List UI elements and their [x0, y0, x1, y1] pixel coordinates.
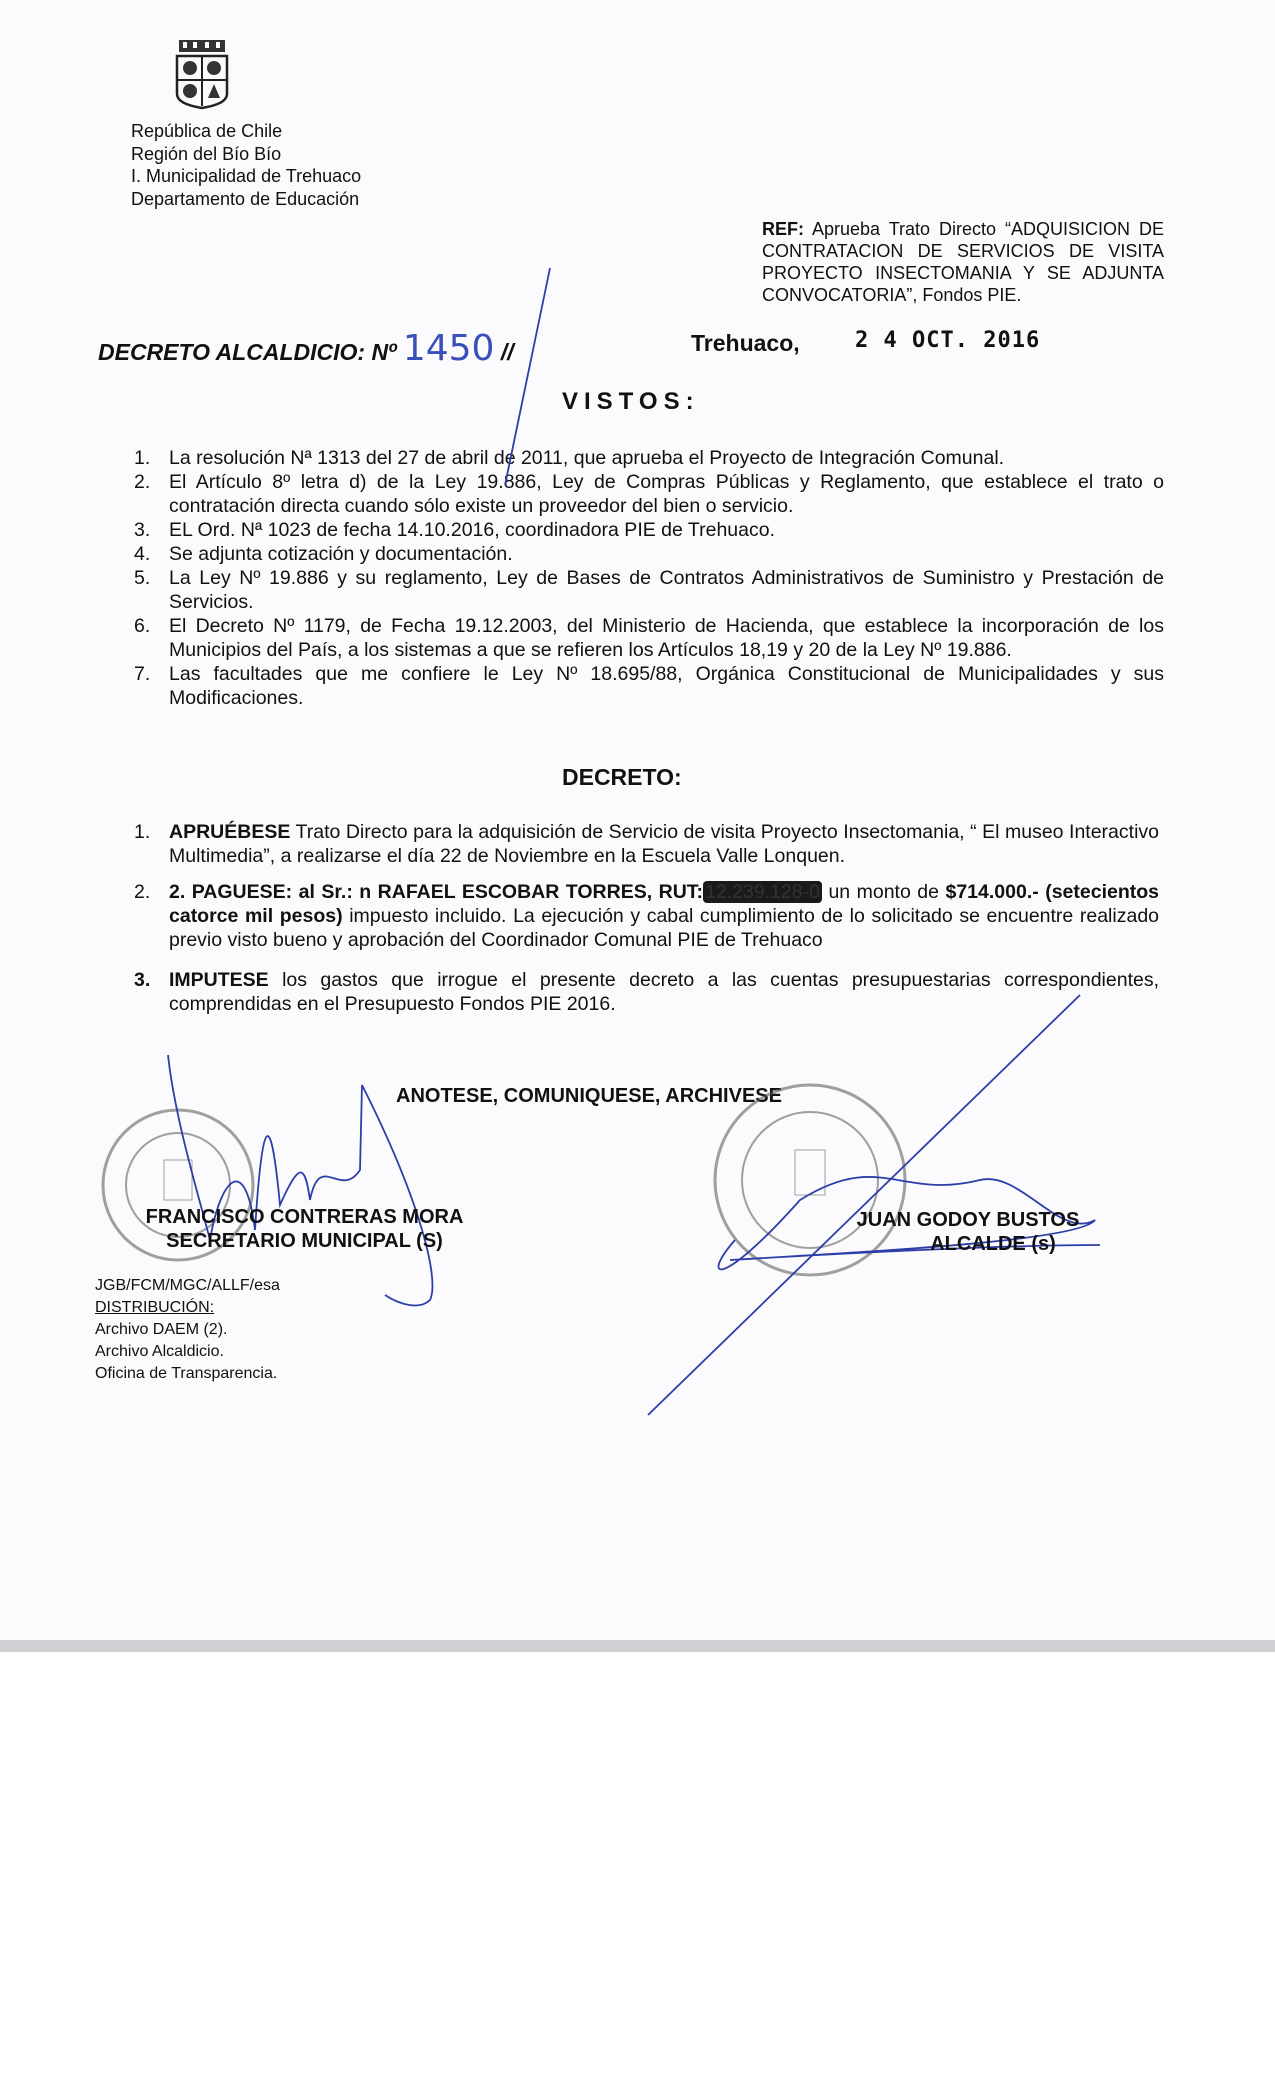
decree-number-handwritten: 1450	[402, 328, 495, 369]
decree-number-line	[98, 328, 514, 369]
signer-name: FRANCISCO CONTRERAS MORA	[145, 1206, 464, 1228]
left-signature-block	[132, 1205, 477, 1253]
distribution-item: Archivo DAEM (2).	[95, 1321, 228, 1338]
closing-formula: ANOTESE, COMUNIQUESE, ARCHIVESE	[396, 1085, 782, 1107]
header-line: República de Chile	[131, 121, 283, 141]
place: Trehuaco,	[691, 330, 800, 356]
signer-name: JUAN GODOY BUSTOS	[856, 1209, 1080, 1231]
list-item: 4. Se adjunta cotización y documentación.	[134, 543, 513, 565]
reference-block	[762, 218, 1164, 306]
list-item: 3. EL Ord. Nª 1023 de fecha 14.10.2016, coordinadora PIE de Trehuaco.	[134, 519, 775, 541]
list-item: 5. La Ley Nº 19.886 y su reglamento, Ley de Bases de Contratos Administrativos de Suministro y Prestación de Servicios.	[134, 567, 1164, 613]
coat-of-arms-logo	[171, 38, 233, 110]
list-item: 3. IMPUTESE los gastos que irrogue el presente decreto a las cuentas presupuestarias correspondientes, comprendidas en el Presupuesto Fondos PIE 2016.	[134, 969, 1159, 1015]
list-item: 1. La resolución Nª 1313 del 27 de abril de 2011, que aprueba el Proyecto de Integración Comunal.	[134, 447, 1005, 469]
vistos-list	[134, 446, 1164, 710]
decreto-list	[134, 820, 1159, 1028]
decree-label: DECRETO ALCALDICIO: Nº	[98, 339, 397, 365]
distribution-item: Archivo Alcaldicio.	[95, 1343, 224, 1360]
ref-label: REF:	[762, 219, 804, 239]
header-line: Departamento de Educación	[131, 188, 360, 209]
vistos-heading: VISTOS:	[562, 388, 700, 415]
list-item: 2. El Artículo 8º letra d) de la Ley 19.886, Ley de Compras Públicas y Reglamento, que establece el trato o contratación directa cuando sólo existe un proveedor del bien o servicio.	[134, 471, 1164, 517]
header-line: I. Municipalidad de Trehuaco	[131, 166, 362, 186]
decree-suffix: //	[500, 339, 514, 365]
decreto-heading: DECRETO:	[562, 764, 682, 790]
distribution-item: Oficina de Transparencia.	[95, 1365, 278, 1382]
header-line: Región del Bío Bío	[131, 143, 282, 164]
date-stamp: 2 4 OCT. 2016	[855, 328, 1041, 353]
list-item: 7. Las facultades que me confiere le Ley Nº 18.695/88, Orgánica Constitucional de Municipalidades y sus Modificaciones.	[134, 663, 1164, 709]
list-item: 1. APRUÉBESE Trato Directo para la adquisición de Servicio de visita Proyecto Insectomania, “ El museo Interactivo Multimedia”, a realizarse el día 22 de Noviembre en la Escuela Valle Lonquen.	[134, 821, 1159, 867]
initials: JGB/FCM/MGC/ALLF/esa	[95, 1277, 280, 1294]
signer-role: ALCALDE (s)	[930, 1233, 1056, 1255]
redacted-rut: 12.239.128-0	[705, 881, 820, 903]
list-item: 2. 2. PAGUESE: al Sr.: n RAFAEL ESCOBAR TORRES, RUT: 12.239.128-0 un monto de $714.000.- (setecientos catorce mil pesos) impuesto incluido. La ejecución y cabal cumplimiento de lo solicitado se encuentre realizado previo visto bueno y aprobación del Coordinador Comunal PIE de Trehuaco	[134, 881, 1160, 951]
signer-role: SECRETARIO MUNICIPAL (S)	[166, 1230, 443, 1252]
distribution-footer	[95, 1275, 280, 1385]
ref-text: Aprueba Trato Directo “ADQUISICION DE CONTRATACION DE SERVICIOS DE VISITA PROYECTO INSECTOMANIA Y SE ADJUNTA CONVOCATORIA”, Fondos PIE.	[762, 219, 1164, 305]
page-edge	[0, 1640, 1275, 1652]
distribution-label: DISTRIBUCIÓN:	[95, 1299, 215, 1316]
list-item: 6. El Decreto Nº 1179, de Fecha 19.12.2003, del Ministerio de Hacienda, que establece la incorporación de los Municipios del País, a los sistemas a que se refieren los Artículos 18,19 y 20 de la Ley Nº 19.886.	[134, 615, 1164, 661]
institution-header	[131, 120, 361, 210]
right-signature-block	[838, 1208, 1098, 1256]
